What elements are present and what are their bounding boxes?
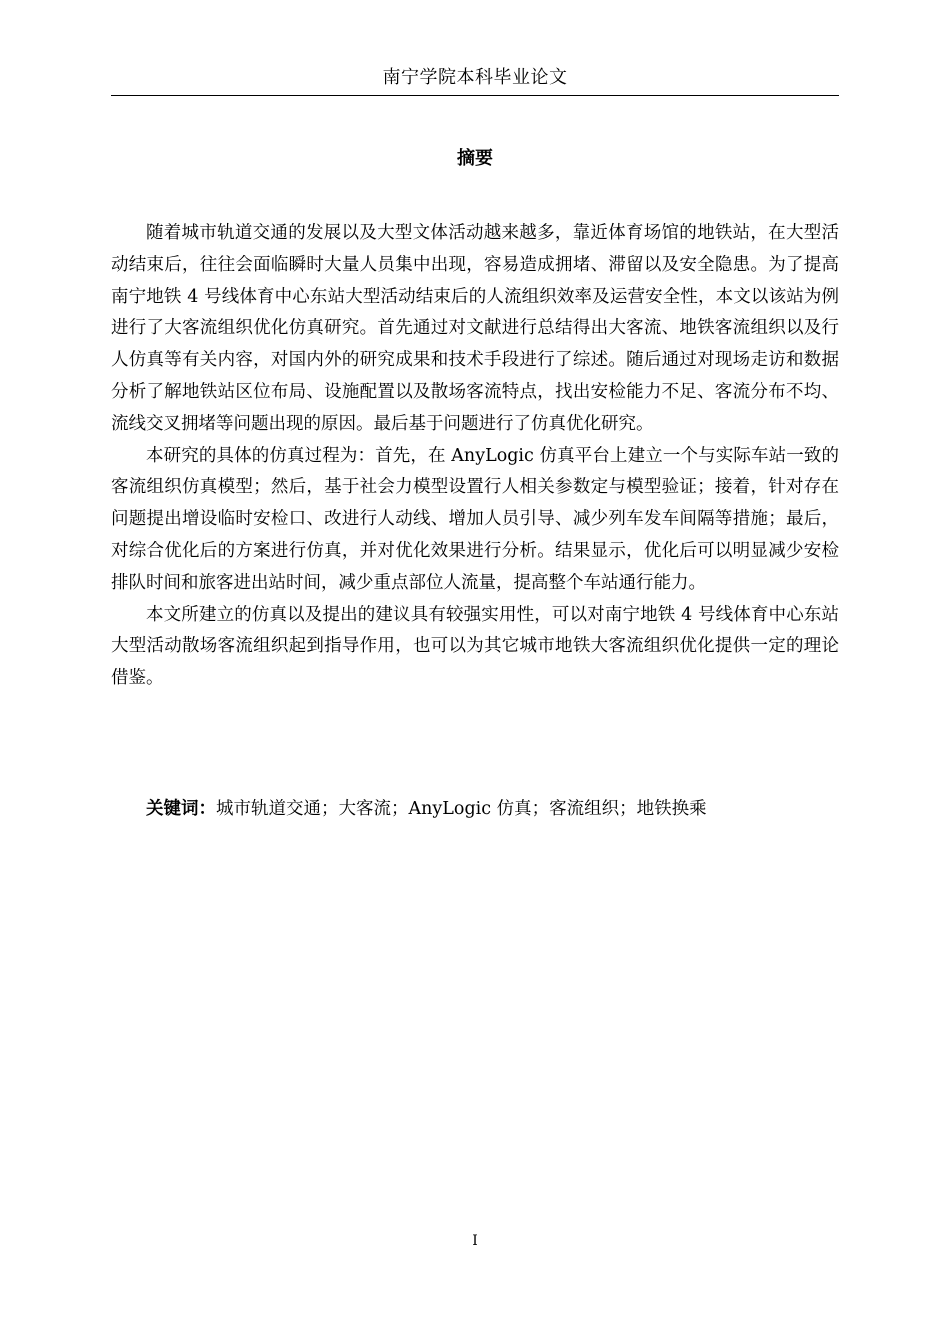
page-number: I [472,1233,478,1249]
keywords-text: 城市轨道交通；大客流；AnyLogic 仿真；客流组织；地铁换乘 [216,799,707,819]
keywords-line [146,794,839,824]
abstract-paragraph-3: 本文所建立的仿真以及提出的建议具有较强实用性，可以对南宁地铁 4 号线体育中心东站大型活动散场客流组织起到指导作用，也可以为其它城市地铁大客流组织优化提供一定的理论借鉴。 [111,604,839,689]
page-header: 南宁学院本科毕业论文 [382,67,568,88]
abstract-title: 摘要 [457,148,493,169]
header-rule [111,95,839,96]
abstract-body [111,218,839,695]
keywords-label: 关键词： [146,799,216,819]
abstract-paragraph-1: 随着城市轨道交通的发展以及大型文体活动越来越多，靠近体育场馆的地铁站，在大型活动结束后，往往会面临瞬时大量人员集中出现，容易造成拥堵、滞留以及安全隐患。为了提高南宁地铁 4 号线体育中心东站大型活动结束后的人流组织效率及运营安全性，本文以该站为例进行了大客流组织优化仿真研究。首先通过对文献进行总结得出大客流、地铁客流组织以及行人仿真等有关内容，对国内外的研究成果和技术手段进行了综述。随后通过对现场走访和数据分析了解地铁站区位布局、设施配置以及散场客流特点，找出安检能力不足、客流分布不均、流线交叉拥堵等问题出现的原因。最后基于问题进行了仿真优化研究。 [111,223,839,434]
abstract-paragraph-2: 本研究的具体的仿真过程为：首先，在 AnyLogic 仿真平台上建立一个与实际车站一致的客流组织仿真模型；然后，基于社会力模型设置行人相关参数定与模型验证；接着，针对存在问题提出增设临时安检口、改进行人动线、增加人员引导、减少列车发车间隔等措施；最后，对综合优化后的方案进行仿真，并对优化效果进行分析。结果显示，优化后可以明显减少安检排队时间和旅客进出站时间，减少重点部位人流量，提高整个车站通行能力。 [111,445,839,593]
